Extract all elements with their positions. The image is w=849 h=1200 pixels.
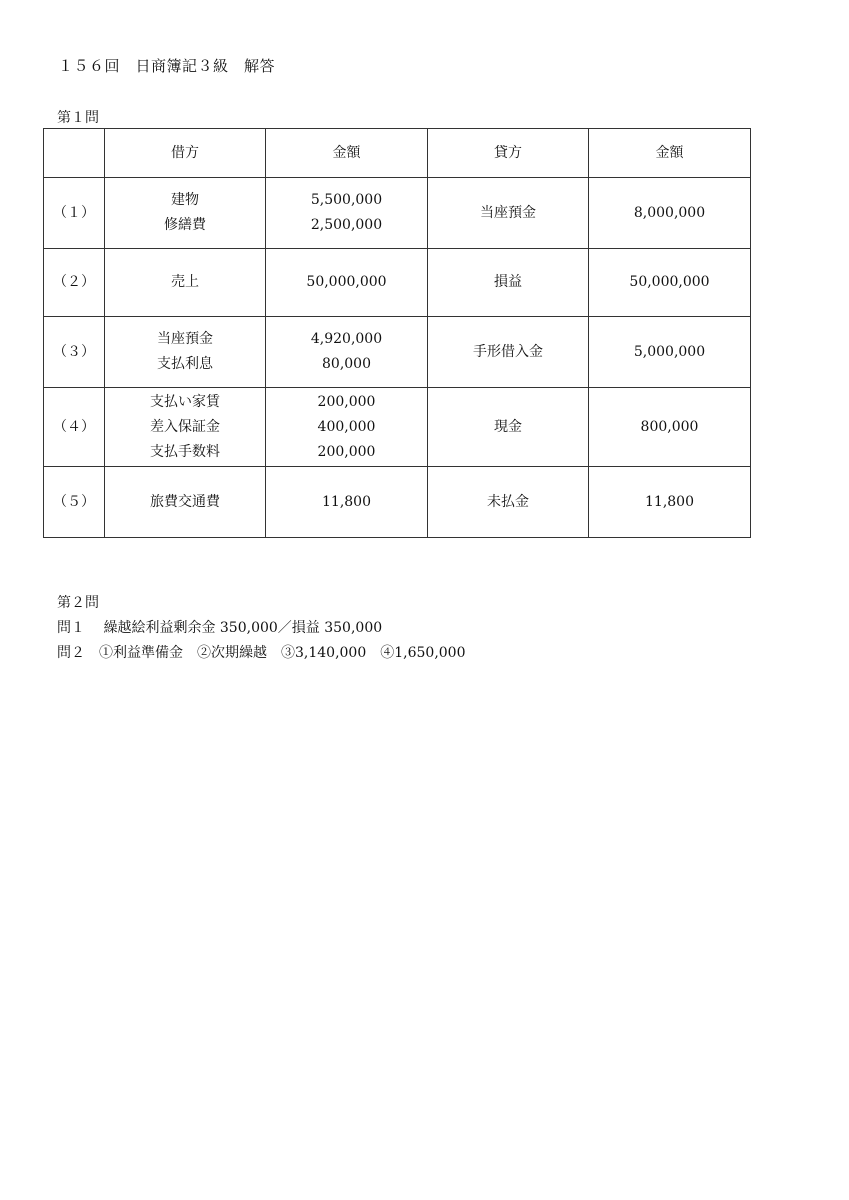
row-number: （１） xyxy=(44,178,105,249)
debit-account: 旅費交通費 xyxy=(150,493,220,510)
debit-amount: 200,000 xyxy=(317,443,376,460)
debit-amount-cell xyxy=(266,249,428,317)
credit-account-cell xyxy=(428,249,589,317)
credit-amount-cell xyxy=(589,317,751,388)
debit-amount: 80,000 xyxy=(322,356,371,372)
debit-account-cell xyxy=(105,467,266,538)
credit-account: 手形借入金 xyxy=(473,343,543,360)
credit-amount: 11,800 xyxy=(645,493,694,510)
table-row xyxy=(44,249,751,317)
debit-account: 建物 xyxy=(171,192,199,208)
credit-amount-cell xyxy=(589,467,751,538)
question-2-answer-1: 問１ 繰越絵利益剰余金 350,000／損益 350,000 xyxy=(57,620,383,636)
debit-account: 支払い家賃 xyxy=(150,393,220,410)
debit-account-cell xyxy=(105,178,266,249)
debit-account-cell xyxy=(105,317,266,388)
header-debit: 借方 xyxy=(105,129,266,178)
table-row xyxy=(44,178,751,249)
credit-amount: 50,000,000 xyxy=(629,274,710,290)
header-credit: 貸方 xyxy=(428,129,589,178)
row-number: （３） xyxy=(44,317,105,388)
table-row xyxy=(44,388,751,467)
debit-account: 支払手数料 xyxy=(150,443,220,460)
debit-amount: 400,000 xyxy=(317,418,376,435)
question-2-label: 第２問 xyxy=(57,595,99,611)
header-blank xyxy=(44,129,105,178)
question-2-answer-2: 問２ ①利益準備金 ②次期繰越 ③3,140,000 ④1,650,000 xyxy=(57,645,466,661)
debit-account: 支払利息 xyxy=(157,356,213,372)
debit-account-cell xyxy=(105,388,266,467)
credit-amount-cell xyxy=(589,388,751,467)
table-row xyxy=(44,467,751,538)
page-title: １５６回 日商簿記３級 解答 xyxy=(58,57,276,75)
debit-amount: 5,500,000 xyxy=(310,192,383,208)
question-1-label: 第１問 xyxy=(57,110,99,126)
debit-amount: 4,920,000 xyxy=(310,331,383,347)
debit-amount-cell xyxy=(266,388,428,467)
credit-amount-cell xyxy=(589,178,751,249)
credit-account: 当座預金 xyxy=(480,204,536,221)
credit-account-cell xyxy=(428,317,589,388)
credit-account-cell xyxy=(428,388,589,467)
row-number: （５） xyxy=(44,467,105,538)
debit-amount: 11,800 xyxy=(322,493,371,510)
credit-amount: 8,000,000 xyxy=(633,204,706,221)
debit-amount-cell xyxy=(266,467,428,538)
debit-amount: 50,000,000 xyxy=(306,274,387,290)
credit-account: 未払金 xyxy=(487,493,529,510)
debit-amount: 200,000 xyxy=(317,393,376,410)
debit-amount: 2,500,000 xyxy=(310,217,383,233)
header-credit-amount: 金額 xyxy=(589,129,751,178)
debit-account: 差入保証金 xyxy=(150,418,220,435)
row-number: （２） xyxy=(44,249,105,317)
debit-amount-cell xyxy=(266,178,428,249)
table-row xyxy=(44,317,751,388)
header-debit-amount: 金額 xyxy=(266,129,428,178)
credit-account: 損益 xyxy=(494,274,522,290)
debit-account-cell xyxy=(105,249,266,317)
debit-account: 当座預金 xyxy=(157,331,213,347)
credit-account-cell xyxy=(428,178,589,249)
debit-account: 修繕費 xyxy=(164,217,206,233)
debit-amount-cell xyxy=(266,317,428,388)
credit-account: 現金 xyxy=(494,418,522,435)
credit-amount: 5,000,000 xyxy=(633,343,706,360)
table-header-row xyxy=(44,129,751,178)
credit-account-cell xyxy=(428,467,589,538)
journal-entry-table xyxy=(43,128,751,538)
credit-amount-cell xyxy=(589,249,751,317)
credit-amount: 800,000 xyxy=(640,418,699,435)
row-number: （４） xyxy=(44,388,105,467)
debit-account: 売上 xyxy=(171,274,199,290)
